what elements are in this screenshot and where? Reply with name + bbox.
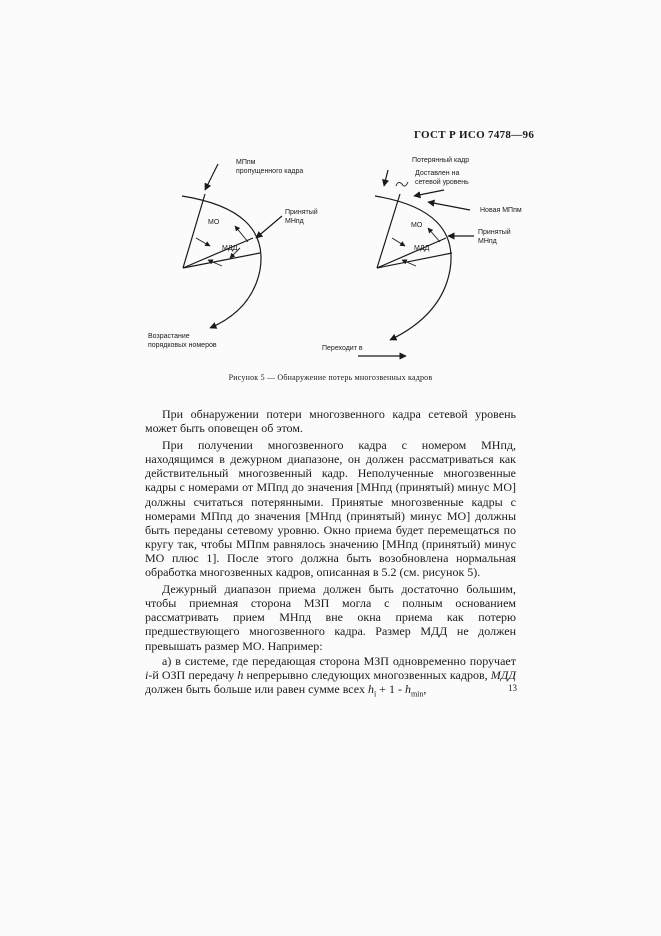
standard-header: ГОСТ Р ИСО 7478—96 bbox=[414, 129, 535, 141]
right-squiggle bbox=[396, 182, 408, 186]
figure-5 bbox=[130, 150, 530, 365]
figure-caption: Рисунок 5 — Обнаружение потерь многозвенных кадров bbox=[228, 373, 433, 382]
right-label-goes: Переходит в bbox=[322, 345, 363, 352]
right-radius-mid bbox=[377, 238, 446, 268]
left-label-missed: пропущенного кадра bbox=[236, 168, 304, 175]
left-arc bbox=[182, 196, 261, 328]
left-pointer-mnpd bbox=[256, 216, 282, 238]
left-label-seq: порядковых номеров bbox=[148, 342, 217, 349]
right-pointer-delivered bbox=[414, 190, 444, 196]
left-label-mdd: МДД bbox=[222, 245, 238, 252]
right-arc bbox=[375, 196, 451, 340]
paragraph-1: При обнаружении потери многозвенного кадра сетевой уровень может быть оповещен об этом. bbox=[145, 407, 516, 436]
paragraph-4: а) в системе, где передающая сторона МЗП одновременно поручает i-й ОЗП передачу h непрерывно следующих многозвенных кадров, МДД должен быть больше или равен сумме всех $h_i + 1 - h_{min}$, bbox=[145, 653, 516, 699]
right-pointer-lost bbox=[384, 170, 388, 186]
right-label-mnpd: МНпд bbox=[478, 238, 497, 245]
right-label-mo: МО bbox=[411, 222, 423, 229]
right-label-lost: Потерянный кадр bbox=[412, 157, 470, 164]
loss-detection-diagram bbox=[130, 150, 530, 365]
page-number: 13 bbox=[508, 683, 517, 693]
right-label-mdd: МДД bbox=[414, 245, 430, 252]
left-label-increase: Возрастание bbox=[148, 333, 190, 340]
left-pointer-mppm bbox=[205, 164, 218, 190]
body-text bbox=[145, 407, 516, 701]
right-radius-top bbox=[377, 194, 400, 268]
left-label-mo: МО bbox=[208, 219, 220, 226]
right-label-delivered: Доставлен на bbox=[415, 170, 460, 177]
right-label-accepted: Принятый bbox=[478, 229, 511, 236]
left-label-mnpd: МНпд bbox=[285, 218, 304, 225]
left-radius-mid bbox=[183, 238, 253, 268]
left-label-mppm: МПпм bbox=[236, 159, 256, 166]
paragraph-2: При получении многозвенного кадра с номером МНпд, находящимся в дежурном диапазоне, он должен рассматриваться как действительный многозвенный кадр. Неполученные многозвенные кадры с номерами от МПпд до значения [МНпд (принятый) минус МО] должны считаться потерянными. Принятые многозвенные кадры с номерами МПпд до значения [МНпд (принятый) минус МО] должны быть переданы сетевому уровню. Окно приема будет перемещаться по кругу так, чтобы МПпм равнялось значению [МНпд (принятый) минус МО плюс 1]. После этого должна быть возобновлена нормальная обработка многозвенных кадров, описанная в 5.2 (см. рисунок 5). bbox=[145, 438, 516, 580]
left-radius-top bbox=[183, 194, 205, 268]
right-label-netlevel: сетевой уровень bbox=[415, 179, 469, 186]
left-label-accepted: Принятый bbox=[285, 209, 318, 216]
right-pointer-new-mppm bbox=[428, 202, 470, 210]
right-diagram bbox=[358, 170, 474, 356]
paragraph-3: Дежурный диапазон приема должен быть достаточно большим, чтобы приемная сторона МЗП могла с полным основанием рассматривать прием МНпд вне окна приема как потерю предшествующего многозвенного кадра. Размер МДД не должен превышать размер МО. Например: bbox=[145, 582, 516, 653]
right-label-new-mppm: Новая МПпм bbox=[480, 207, 522, 214]
